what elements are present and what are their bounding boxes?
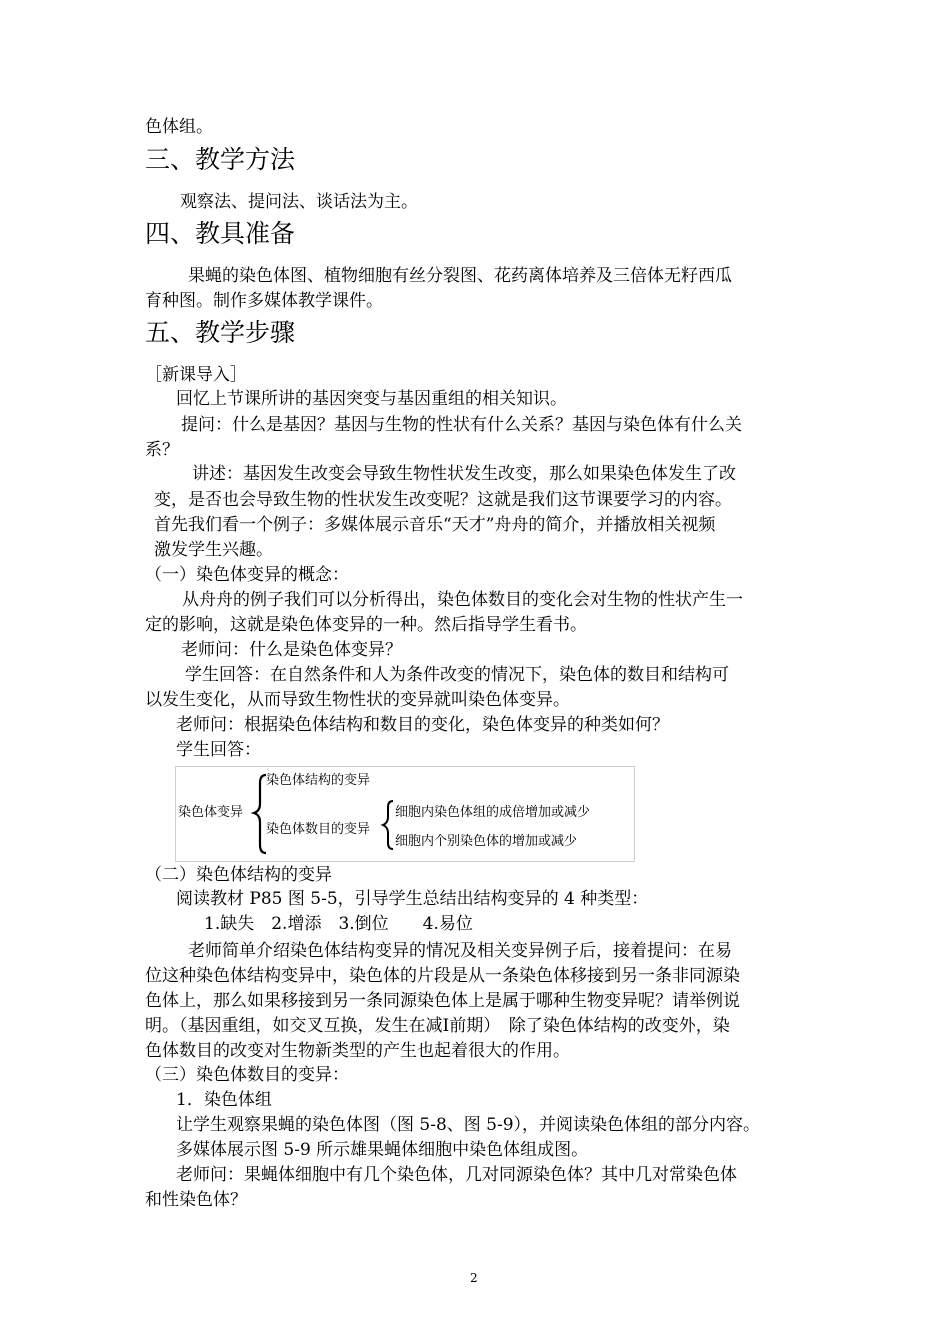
text-line: 定的影响，这就是染色体变异的一种。然后指导学生看书。	[145, 615, 587, 635]
section-heading-materials: 四、教具准备	[145, 219, 296, 248]
diagram-number-label: 染色体数目的变异	[266, 822, 371, 837]
section-heading-steps: 五、教学步骤	[145, 318, 296, 347]
text-line: 阅读教材 P85 图 5-5，引导学生总结出结构变异的 4 种类型：	[176, 889, 649, 909]
diagram-structure-label: 染色体结构的变异	[266, 773, 371, 788]
subsection-heading: （二）染色体结构的变异	[145, 865, 332, 885]
text-line: 激发学生兴趣。	[154, 540, 273, 560]
text-line: 老师问：什么是染色体变异？	[181, 640, 402, 660]
text-line: 育种图。制作多媒体教学课件。	[145, 291, 383, 311]
text-line: 学生回答：在自然条件和人为条件改变的情况下，染色体的数目和结构可	[185, 665, 729, 685]
text-line: 色体上，那么如果移接到另一条同源染色体上是属于哪种生物变异呢？请举例说	[145, 991, 740, 1011]
text-line: 老师问：果蝇体细胞中有几个染色体，几对同源染色体？其中几对常染色体	[176, 1165, 737, 1185]
text-line: 从舟舟的例子我们可以分析得出，染色体数目的变化会对生物的性状产生一	[182, 590, 743, 610]
text-line: 以发生变化，从而导致生物性状的变异就叫染色体变异。	[145, 690, 570, 710]
text-line: 和性染色体？	[145, 1190, 247, 1210]
text-line: 色体组。	[145, 117, 213, 137]
sub-brace	[383, 801, 393, 849]
diagram-set-label: 细胞内染色体组的成倍增加或减少	[395, 805, 591, 820]
text-line: 1．染色体组	[176, 1090, 272, 1110]
diagram-root-label: 染色体变异	[178, 805, 244, 820]
text-line: 首先我们看一个例子：多媒体展示音乐“天才”舟舟的简介，并播放相关视频	[154, 515, 716, 535]
text-line: 变，是否也会导致生物的性状发生改变呢？这就是我们这节课要学习的内容。	[154, 490, 732, 510]
text-line: 讲述：基因发生改变会导致生物性状发生改变，那么如果染色体发生了改	[192, 464, 736, 484]
chromosome-variation-diagram	[175, 766, 635, 862]
text-line: 明。（基因重组，如交叉互换，发生在减Ⅰ前期） 除了染色体结构的改变外，染	[145, 1016, 730, 1036]
text-line: 让学生观察果蝇的染色体图（图 5-8、图 5-9），并阅读染色体组的部分内容。	[176, 1115, 761, 1135]
text-line: 果蝇的染色体图、植物细胞有丝分裂图、花药离体培养及三倍体无籽西瓜	[188, 266, 732, 286]
text-line: 多媒体展示图 5-9 所示雄果蝇体细胞中染色体组成图。	[176, 1140, 589, 1160]
main-brace	[254, 775, 266, 853]
subsection-heading: （三）染色体数目的变异：	[145, 1065, 349, 1085]
diagram-individual-label: 细胞内个别染色体的增加或减少	[395, 834, 578, 849]
text-line: 位这种染色体结构变异中，染色体的片段是从一条染色体移接到另一条非同源染	[145, 966, 740, 986]
text-line: 学生回答：	[176, 740, 261, 760]
text-line: ［新课导入］	[145, 365, 247, 385]
text-line: 提问：什么是基因？基因与生物的性状有什么关系？基因与染色体有什么关	[181, 415, 742, 435]
text-line: 色体数目的改变对生物新类型的产生也起着很大的作用。	[145, 1041, 570, 1061]
subsection-heading: （一）染色体变异的概念：	[145, 565, 349, 585]
text-line: 1.缺失 2.增添 3.倒位 4.易位	[204, 914, 473, 934]
text-line: 观察法、提问法、谈话法为主。	[180, 192, 418, 212]
text-line: 系？	[145, 440, 179, 460]
page-number: 2	[470, 1271, 478, 1285]
text-line: 老师问：根据染色体结构和数目的变化，染色体变异的种类如何？	[176, 715, 669, 735]
text-line: 回忆上节课所讲的基因突变与基因重组的相关知识。	[176, 389, 567, 409]
section-heading-methods: 三、教学方法	[145, 145, 296, 174]
text-line: 老师简单介绍染色体结构变异的情况及相关变异例子后，接着提问：在易	[188, 941, 732, 961]
